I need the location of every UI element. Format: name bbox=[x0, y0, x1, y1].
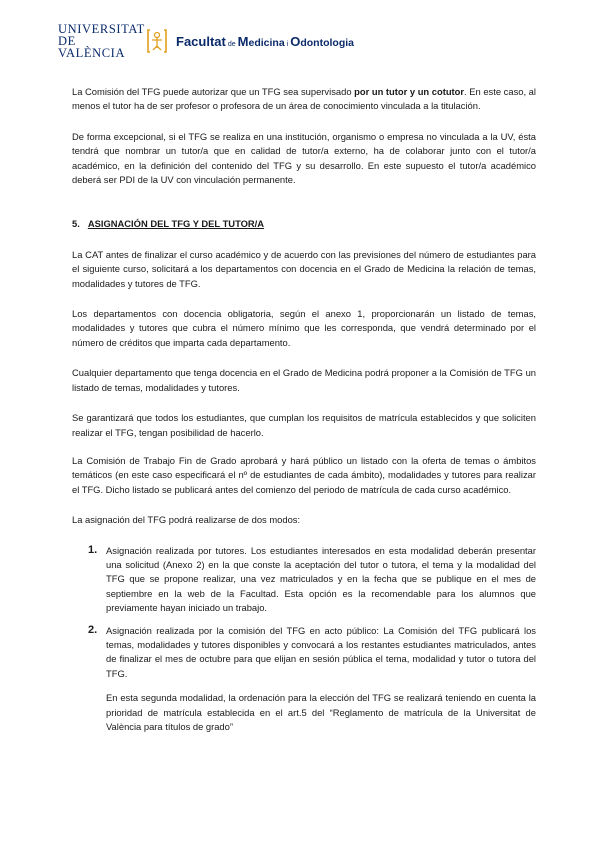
paragraph: La CAT antes de finalizar el curso académico y de acuerdo con las previsiones del número de estudiantes para el siguiente curso, solicitará a los departamentos con docencia en el Grado de Medicina la relación de temas, modalidades y tutores de TFG. bbox=[72, 248, 536, 289]
paragraph: Los departamentos con docencia obligatoria, según el anexo 1, proporcionarán un listado de temas, modalidades y tutores que cubra el número mínimo que les corresponda, que vendrá determinado por el número de créditos que imparta cada departamento. bbox=[72, 308, 536, 348]
paragraph-priority: En esta segunda modalidad, la ordenación para la elección del TFG se realizará teniendo en cuenta la prioridad de matrícula establecida en el art.5 del “Reglamento de matrícula de la Universitat de València para títulos de grado” bbox=[106, 692, 536, 732]
paragraph: La asignación del TFG podrá realizarse de dos modos: bbox=[72, 514, 301, 526]
section-number: 5. bbox=[72, 218, 80, 230]
paragraph: Se garantizará que todos los estudiantes, que cumplan los requisitos de matrícula establecidos y que soliciten realizar el TFG, tengan posibilidad de hacerlo. bbox=[72, 412, 536, 438]
paragraph-external-tutor: De forma excepcional, si el TFG se realiza en una institución, organismo o empresa no vinculada a la UV, ésta tendrá que nombrar un tutor/a que en calidad de tutor/a externo, ha de colaborar junto con el tutor/a académico, en la definición del contenido del TFG y su desarrollo. En este supuesto el tutor/a académico deberá ser PDI de la UV con vinculación permanente. bbox=[72, 130, 536, 186]
university-name-line1: UNIVERSITAT bbox=[58, 22, 145, 36]
document-body bbox=[72, 85, 536, 750]
list-item-text: Asignación realizada por tutores. Los estudiantes interesados en esta modalidad deberán presentar una solicitud (Anexo 2) en la que conste la aceptación del tutor o tutora, el tema y la modalidad del TFG que se propone realizar, una vez matriculados y en la fecha que se publique en el mes de septiembre en la web de la Facultad. Esta opción es la recomendable para los alumnos que previamente hayan iniciado un trabajo. bbox=[106, 544, 536, 614]
section-heading bbox=[72, 217, 536, 231]
list-number: 1. bbox=[88, 543, 98, 556]
university-name-line2: DE VALÈNCIA bbox=[58, 34, 126, 60]
assignment-modes-list bbox=[72, 544, 536, 682]
faculty-name: Facultat de Medicina i Odontologia bbox=[176, 33, 355, 49]
list-item bbox=[72, 624, 536, 682]
paragraph: La Comisión de Trabajo Fin de Grado aprobará y hará público un listado con la oferta de temas o ámbitos temáticos (en este caso especificará el nº de estudiantes de cada ámbito), modalidades y tutores para realizar el TFG. Dicho listado se publicará antes del comienzo del periodo de matrícula de cada curso académico. bbox=[72, 454, 536, 495]
list-item-text: Asignación realizada por la comisión del TFG en acto público: La Comisión del TFG publicará los temas, modalidades y tutores disponibles y convocará a los restantes estudiantes matriculados, antes de finalizar el mes de octubre para que elijan en sesión pública el tema, modalidad y tutor o tutora del TFG. bbox=[106, 624, 536, 679]
list-number: 2. bbox=[88, 623, 98, 636]
university-seal-icon bbox=[146, 28, 168, 54]
page-header bbox=[58, 24, 558, 58]
paragraph: Cualquier departamento que tenga docencia en el Grado de Medicina podrá proponer a la Comisión de TFG un listado de temas, modalidades y tutores. bbox=[72, 367, 536, 393]
paragraph-cotutor: La Comisión del TFG puede autorizar que un TFG sea supervisado por un tutor y un cotutor. En este caso, al menos el tutor ha de ser profesor o profesora de un área de conocimiento vinculada a la titulación. bbox=[72, 86, 536, 112]
university-logo bbox=[58, 22, 145, 60]
list-item bbox=[72, 544, 536, 616]
section-title: ASIGNACIÓN DEL TFG Y DEL TUTOR/A bbox=[87, 218, 265, 230]
